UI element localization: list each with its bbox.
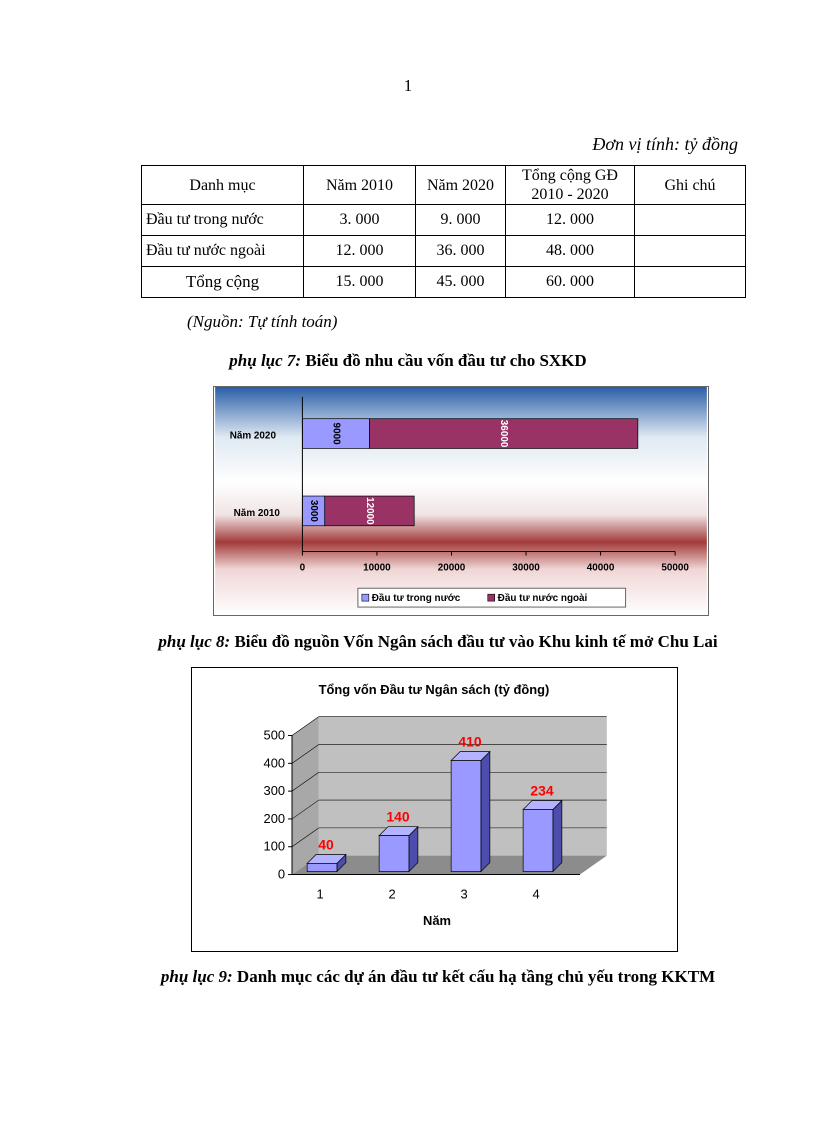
row-2010: 12. 000 — [304, 236, 416, 267]
chart-7-tick-label: 30000 — [512, 562, 540, 574]
header-total — [506, 166, 635, 205]
chart-8-x-tick-label: 2 — [388, 886, 396, 902]
table-row — [142, 205, 746, 236]
investment-table — [141, 165, 746, 298]
header-total-line1: Tổng cộng GĐ — [522, 167, 618, 184]
row-2010: 15. 000 — [304, 267, 416, 298]
caption-9-text: Danh mục các dự án đầu tư kết cấu hạ tầng chủ yếu trong KKTM — [232, 967, 716, 986]
legend-swatch-domestic — [362, 594, 369, 601]
header-note: Ghi chú — [635, 166, 746, 205]
chart-8-data-label: 40 — [318, 836, 334, 853]
chart-8-data-label: 410 — [458, 733, 482, 750]
chart-8-bar-side — [553, 801, 562, 872]
chart-8-bar — [379, 836, 409, 872]
row-2010: 3. 000 — [304, 205, 416, 236]
source-note: (Nguồn: Tự tính toán) — [187, 312, 338, 331]
row-total: 12. 000 — [506, 205, 635, 236]
row-total: 60. 000 — [506, 267, 635, 298]
caption-8-prefix: phụ lục 8: — [158, 632, 231, 651]
chart-7-tick-label: 0 — [299, 562, 306, 574]
header-category: Danh mục — [142, 166, 304, 205]
chart-8-x-tick-label: 1 — [316, 886, 324, 902]
chart-7-tick-label: 50000 — [661, 562, 689, 574]
chart-7-data-label: 3000 — [307, 499, 319, 522]
table-header-row — [142, 166, 746, 205]
chart-8-bar — [523, 809, 553, 871]
row-label: Tổng cộng — [142, 267, 304, 298]
unit-note: Đơn vị tính: tỷ đồng — [592, 134, 738, 154]
chart-8-title: Tổng vốn Đầu tư Ngân sách (tỷ đồng) — [318, 681, 550, 697]
page-number: 1 — [403, 76, 413, 95]
row-2020: 9. 000 — [416, 205, 506, 236]
caption-7-text: Biểu đồ nhu cầu vốn đầu tư cho SXKD — [301, 351, 587, 370]
row-note — [635, 205, 746, 236]
chart-8-bar — [451, 761, 481, 872]
caption-appendix-8 — [0, 632, 816, 652]
row-note — [635, 267, 746, 298]
chart-8-bar-side — [481, 752, 490, 872]
chart-7-data-label: 12000 — [363, 497, 375, 525]
chart-7-category-label: Năm 2010 — [233, 507, 280, 519]
caption-appendix-9 — [0, 967, 816, 987]
chart-7-data-label: 36000 — [498, 419, 510, 448]
chart-8-y-tick-label: 200 — [263, 810, 286, 826]
chart-state-budget — [191, 667, 678, 952]
chart-8-data-label: 140 — [386, 808, 410, 825]
caption-7-prefix: phụ lục 7: — [229, 351, 302, 370]
legend-foreign-label: Đầu tư nước ngoài — [497, 593, 588, 605]
caption-appendix-7 — [0, 351, 816, 371]
row-2020: 36. 000 — [416, 236, 506, 267]
chart-8-x-tick-label: 3 — [460, 886, 468, 902]
chart-7-tick-label: 20000 — [437, 562, 466, 574]
chart-7-tick-label: 10000 — [363, 562, 391, 574]
header-2020: Năm 2020 — [416, 166, 506, 205]
row-2020: 45. 000 — [416, 267, 506, 298]
header-total-line2: 2010 - 2020 — [531, 186, 609, 203]
caption-8-text: Biểu đồ nguồn Vốn Ngân sách đầu tư vào Khu kinh tế mở Chu Lai — [230, 632, 718, 651]
chart-8-x-tick-label: 4 — [532, 886, 540, 902]
row-note — [635, 236, 746, 267]
legend-domestic-label: Đầu tư trong nước — [371, 593, 461, 605]
chart-8-x-axis-title: Năm — [423, 913, 451, 929]
chart-8-bar — [307, 863, 337, 871]
chart-investment-demand — [213, 386, 709, 616]
chart-8-data-label: 234 — [530, 782, 554, 799]
chart-7-data-label: 9000 — [330, 422, 342, 445]
chart-8-y-tick-label: 100 — [263, 838, 286, 854]
chart-8-y-tick-label: 0 — [277, 866, 286, 882]
chart-8-y-tick-label: 500 — [263, 727, 286, 743]
header-2010: Năm 2010 — [304, 166, 416, 205]
chart-8-side-wall — [292, 717, 319, 875]
table-row — [142, 236, 746, 267]
table-row — [142, 267, 746, 298]
chart-8-y-tick-label: 300 — [263, 783, 286, 799]
row-label: Đầu tư nước ngoài — [142, 236, 304, 267]
row-total: 48. 000 — [506, 236, 635, 267]
chart-7-tick-label: 40000 — [586, 562, 615, 574]
caption-9-prefix: phụ lục 9: — [160, 967, 233, 986]
chart-8-y-tick-label: 400 — [263, 755, 286, 771]
legend-swatch-foreign — [488, 594, 495, 601]
row-label: Đầu tư trong nước — [142, 205, 304, 236]
chart-7-category-label: Năm 2020 — [229, 430, 276, 442]
